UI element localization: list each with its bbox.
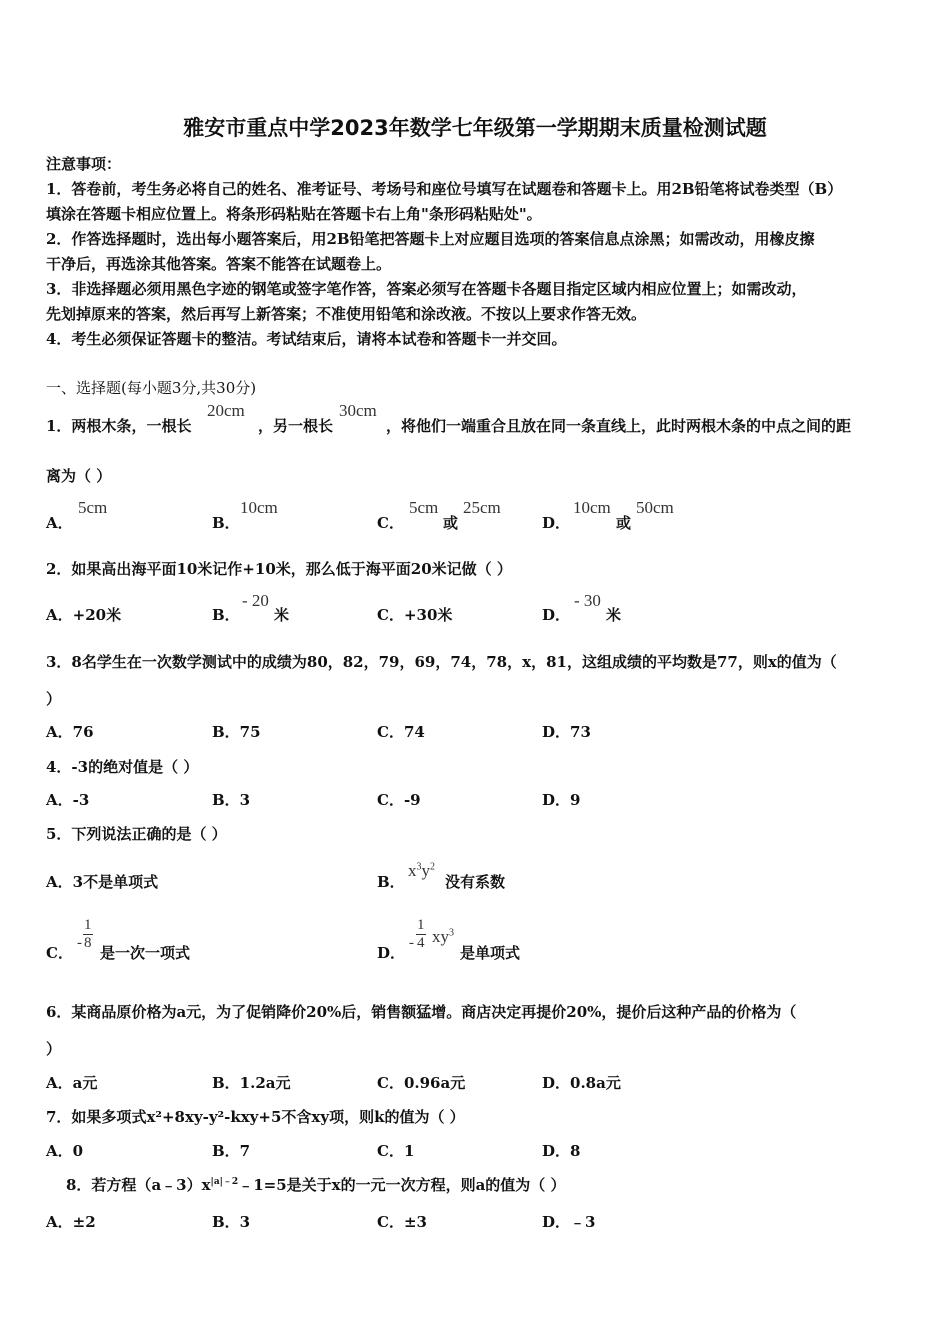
q1-option-d-math-2: 50cm [636, 498, 674, 517]
q2-option-a: A．+20米 [46, 606, 122, 624]
q6-stem-end: ） [46, 1040, 62, 1058]
q2-option-c: C．+30米 [377, 606, 453, 624]
q6-option-b: B．1.2a元 [212, 1074, 291, 1092]
q1-math-1: 20cm [207, 401, 245, 420]
q5-option-c-fraction [83, 917, 93, 952]
q3-option-a: A．76 [46, 723, 94, 741]
q4-option-d: D．9 [542, 791, 581, 809]
q1-option-c: C． [377, 514, 404, 532]
q5-d-denominator: 4 [417, 935, 425, 951]
q5-option-c-text: 是一次一项式 [100, 944, 191, 962]
q5-c-denominator: 8 [84, 935, 92, 951]
q1-option-d: D． [542, 514, 571, 532]
q5-d-sup: 3 [449, 927, 454, 939]
q3-option-b: B．75 [212, 723, 261, 741]
q5-b-sup1: 3 [416, 861, 422, 873]
q1-stem-b: ，另一根长 [258, 417, 334, 435]
q2-option-b-math: - 20 [242, 591, 269, 610]
q3-stem-end: ） [46, 690, 62, 708]
q5-d-xy: xy [432, 927, 449, 946]
q4-option-c: C．-9 [377, 791, 421, 809]
page-title: 雅安市重点中学2023年数学七年级第一学期期末质量检测试题 [183, 116, 767, 140]
q7-option-a: A．0 [46, 1142, 84, 1160]
q6-stem: 6．某商品原价格为a元，为了促销降价20%后，销售额猛增。商店决定再提价20%，提价后这种产品的价格为（ [46, 1003, 797, 1021]
section-heading: 一、选择题(每小题3分,共30分) [46, 379, 257, 397]
q3-option-c: C．74 [377, 723, 425, 741]
notice-line: 4．考生必须保证答题卡的整洁。考试结束后，请将本试卷和答题卡一并交回。 [46, 330, 567, 348]
q2-option-b-unit: 米 [274, 606, 290, 624]
q8-option-c: C．±3 [377, 1213, 427, 1231]
q1-option-d-or: 或 [616, 514, 632, 532]
q5-stem: 5．下列说法正确的是（ ） [46, 825, 227, 843]
q8-option-a: A．±2 [46, 1213, 96, 1231]
q5-option-c-neg: - [77, 935, 82, 951]
q5-option-d-text: 是单项式 [460, 944, 521, 962]
q7-option-b: B．7 [212, 1142, 251, 1160]
q5-b-x: x [408, 861, 417, 880]
q2-option-d-unit: 米 [606, 606, 622, 624]
q7-option-d: D．8 [542, 1142, 581, 1160]
notice-line: 1．答卷前，考生务必将自己的姓名、准考证号、考场号和座位号填写在试题卷和答题卡上。用2B铅笔将试卷类型（B） [46, 180, 843, 198]
q5-option-b-text: 没有系数 [445, 873, 506, 891]
q8-option-b: B．3 [212, 1213, 251, 1231]
q1-option-d-math-1: 10cm [573, 498, 611, 517]
q2-option-b: B． [212, 606, 240, 624]
q7-option-c: C．1 [377, 1142, 415, 1160]
q5-b-y: y [421, 861, 430, 880]
q8-stem-a: 8．若方程（a﹣3）x [66, 1176, 211, 1194]
q1-option-c-math-2: 25cm [463, 498, 501, 517]
q1-option-a: A． [46, 514, 73, 532]
q5-option-b-math [408, 861, 435, 881]
q6-option-c: C．0.96a元 [377, 1074, 466, 1092]
q4-option-a: A．-3 [46, 791, 90, 809]
q5-option-a: A．3不是单项式 [46, 873, 159, 891]
q8-stem [66, 1174, 566, 1195]
q5-option-d-fraction [416, 917, 426, 952]
notice-heading: 注意事项： [46, 155, 122, 173]
q6-option-a: A．a元 [46, 1074, 98, 1092]
q8-exponent: |a|﹣2 [210, 1177, 239, 1187]
q5-option-c: C． [46, 944, 73, 962]
notice-line: 干净后，再选涂其他答案。答案不能答在试题卷上。 [46, 255, 392, 273]
q1-math-2: 30cm [339, 401, 377, 420]
q4-option-b: B．3 [212, 791, 251, 809]
q1-option-c-or: 或 [443, 514, 459, 532]
q2-stem: 2．如果高出海平面10米记作+10米，那么低于海平面20米记做（ ） [46, 560, 512, 578]
q8-stem-b: ﹣1=5是关于x的一元一次方程，则a的值为（ ） [238, 1176, 566, 1194]
q5-option-b: B． [377, 873, 405, 891]
q8-option-d: D．﹣3 [542, 1213, 596, 1231]
notice-line: 先划掉原来的答案，然后再写上新答案；不准使用铅笔和涂改液。不按以上要求作答无效。 [46, 305, 647, 323]
q1-option-a-math: 5cm [78, 498, 108, 517]
q2-option-d-math: - 30 [574, 591, 601, 610]
q3-stem: 3．8名学生在一次数学测试中的成绩为80，82，79，69，74，78，x，81，这组成绩的平均数是77，则x的值为（ [46, 653, 837, 671]
q5-b-sup2: 2 [430, 861, 435, 873]
notice-line: 填涂在答题卡相应位置上。将条形码粘贴在答题卡右上角"条形码粘贴处"。 [46, 205, 542, 223]
q5-c-numerator: 1 [84, 917, 92, 933]
q5-option-d-math [432, 927, 454, 947]
q6-option-d: D．0.8a元 [542, 1074, 621, 1092]
q1-stem-d: 离为（ ） [46, 467, 112, 485]
q1-stem-c: ，将他们一端重合且放在同一条直线上，此时两根木条的中点之间的距 [386, 417, 852, 435]
q1-option-b-math: 10cm [240, 498, 278, 517]
q1-stem-a: 1．两根木条，一根长 [46, 417, 192, 435]
q1-option-c-math-1: 5cm [409, 498, 439, 517]
q5-option-d-neg: - [409, 935, 414, 951]
q2-option-d: D． [542, 606, 571, 624]
notice-line: 3．非选择题必须用黑色字迹的钢笔或签字笔作答，答案必须写在答题卡各题目指定区域内相应位置上；如需改动， [46, 280, 807, 298]
q4-stem: 4．-3的绝对值是（ ） [46, 758, 199, 776]
q7-stem: 7．如果多项式x²+8xy-y²-kxy+5不含xy项，则k的值为（ ） [46, 1108, 465, 1126]
q1-option-b: B． [212, 514, 240, 532]
q5-d-numerator: 1 [417, 917, 425, 933]
q3-option-d: D．73 [542, 723, 591, 741]
q5-option-d: D． [377, 944, 406, 962]
notice-line: 2．作答选择题时，选出每小题答案后，用2B铅笔把答题卡上对应题目选项的答案信息点涂黑；如需改动，用橡皮擦 [46, 230, 815, 248]
